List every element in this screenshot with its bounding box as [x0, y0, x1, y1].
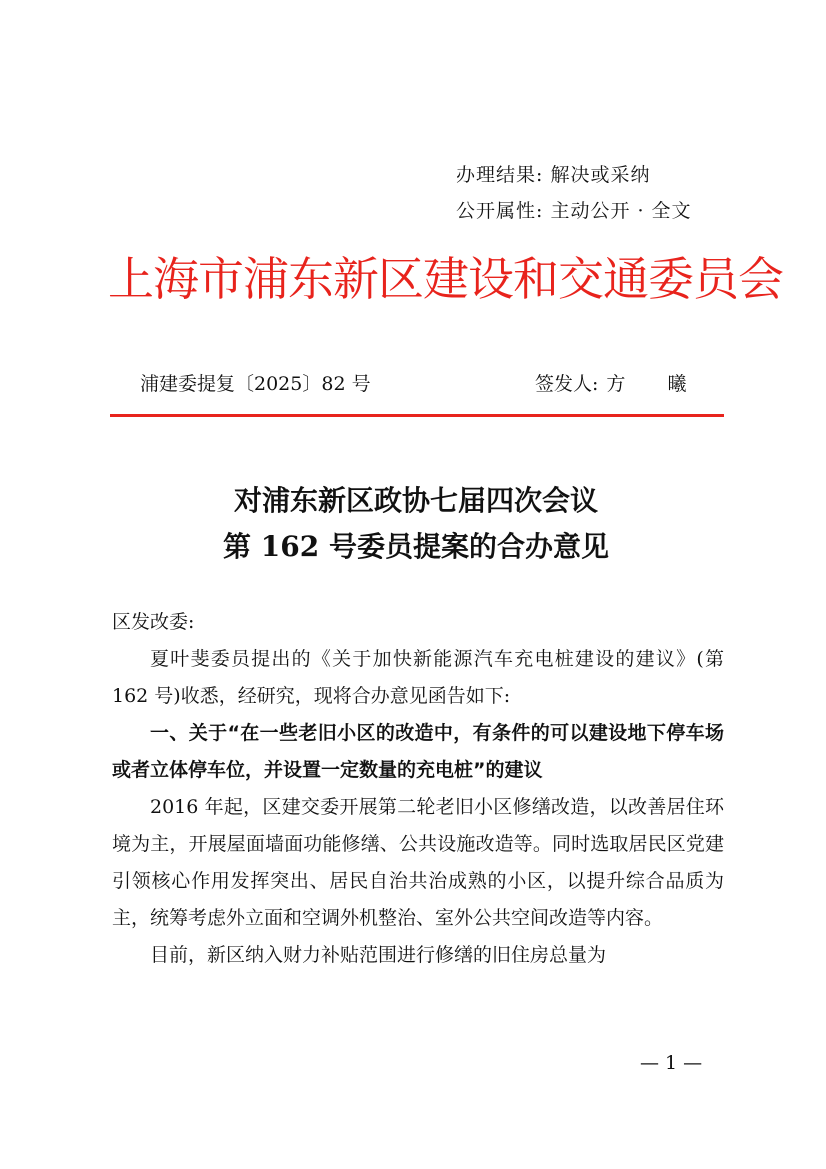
document-title: [108, 478, 724, 570]
red-separator-line: [110, 414, 724, 417]
issuing-organization-title: 上海市浦东新区建设和交通委员会: [108, 252, 783, 306]
signer-name: 方 曦: [606, 373, 705, 395]
publicity-attribute: 公开属性: 主动公开 · 全文: [456, 200, 692, 222]
page-number: — 1 —: [640, 1052, 703, 1074]
handling-result: 办理结果: 解决或采纳: [456, 164, 651, 186]
signer: [535, 369, 704, 396]
salutation: 区发改委:: [112, 611, 195, 633]
signer-label: 签发人:: [535, 373, 599, 395]
body-paragraph-current: 目前，新区纳入财力补贴范围进行修缮的旧住房总量为: [150, 944, 607, 966]
document-number: 浦建委提复〔2025〕82 号: [140, 373, 371, 395]
document-body: [112, 604, 724, 974]
section-heading-1: 一、关于“在一些老旧小区的改造中，有条件的可以建设地下停车场或者立体停车位，并设置一定数量的充电桩”的建议: [112, 722, 724, 781]
body-paragraph-intro: 夏叶斐委员提出的《关于加快新能源汽车充电桩建设的建议》(第 162 号)收悉，经研究，现将合办意见函告如下:: [112, 648, 724, 707]
document-title-line-1: 对浦东新区政协七届四次会议: [233, 484, 598, 517]
body-paragraph-2016: 2016 年起，区建交委开展第二轮老旧小区修缮改造，以改善居住环境为主，开展屋面墙面功能修缮、公共设施改造等。同时选取居民区党建引领核心作用发挥突出、居民自治共治成熟的小区，以提升综合品质为主，统筹考虑外立面和空调外机整治、室外公共空间改造等内容。: [112, 796, 724, 929]
document-title-line-2: 第 162 号委员提案的合办意见: [223, 530, 609, 563]
